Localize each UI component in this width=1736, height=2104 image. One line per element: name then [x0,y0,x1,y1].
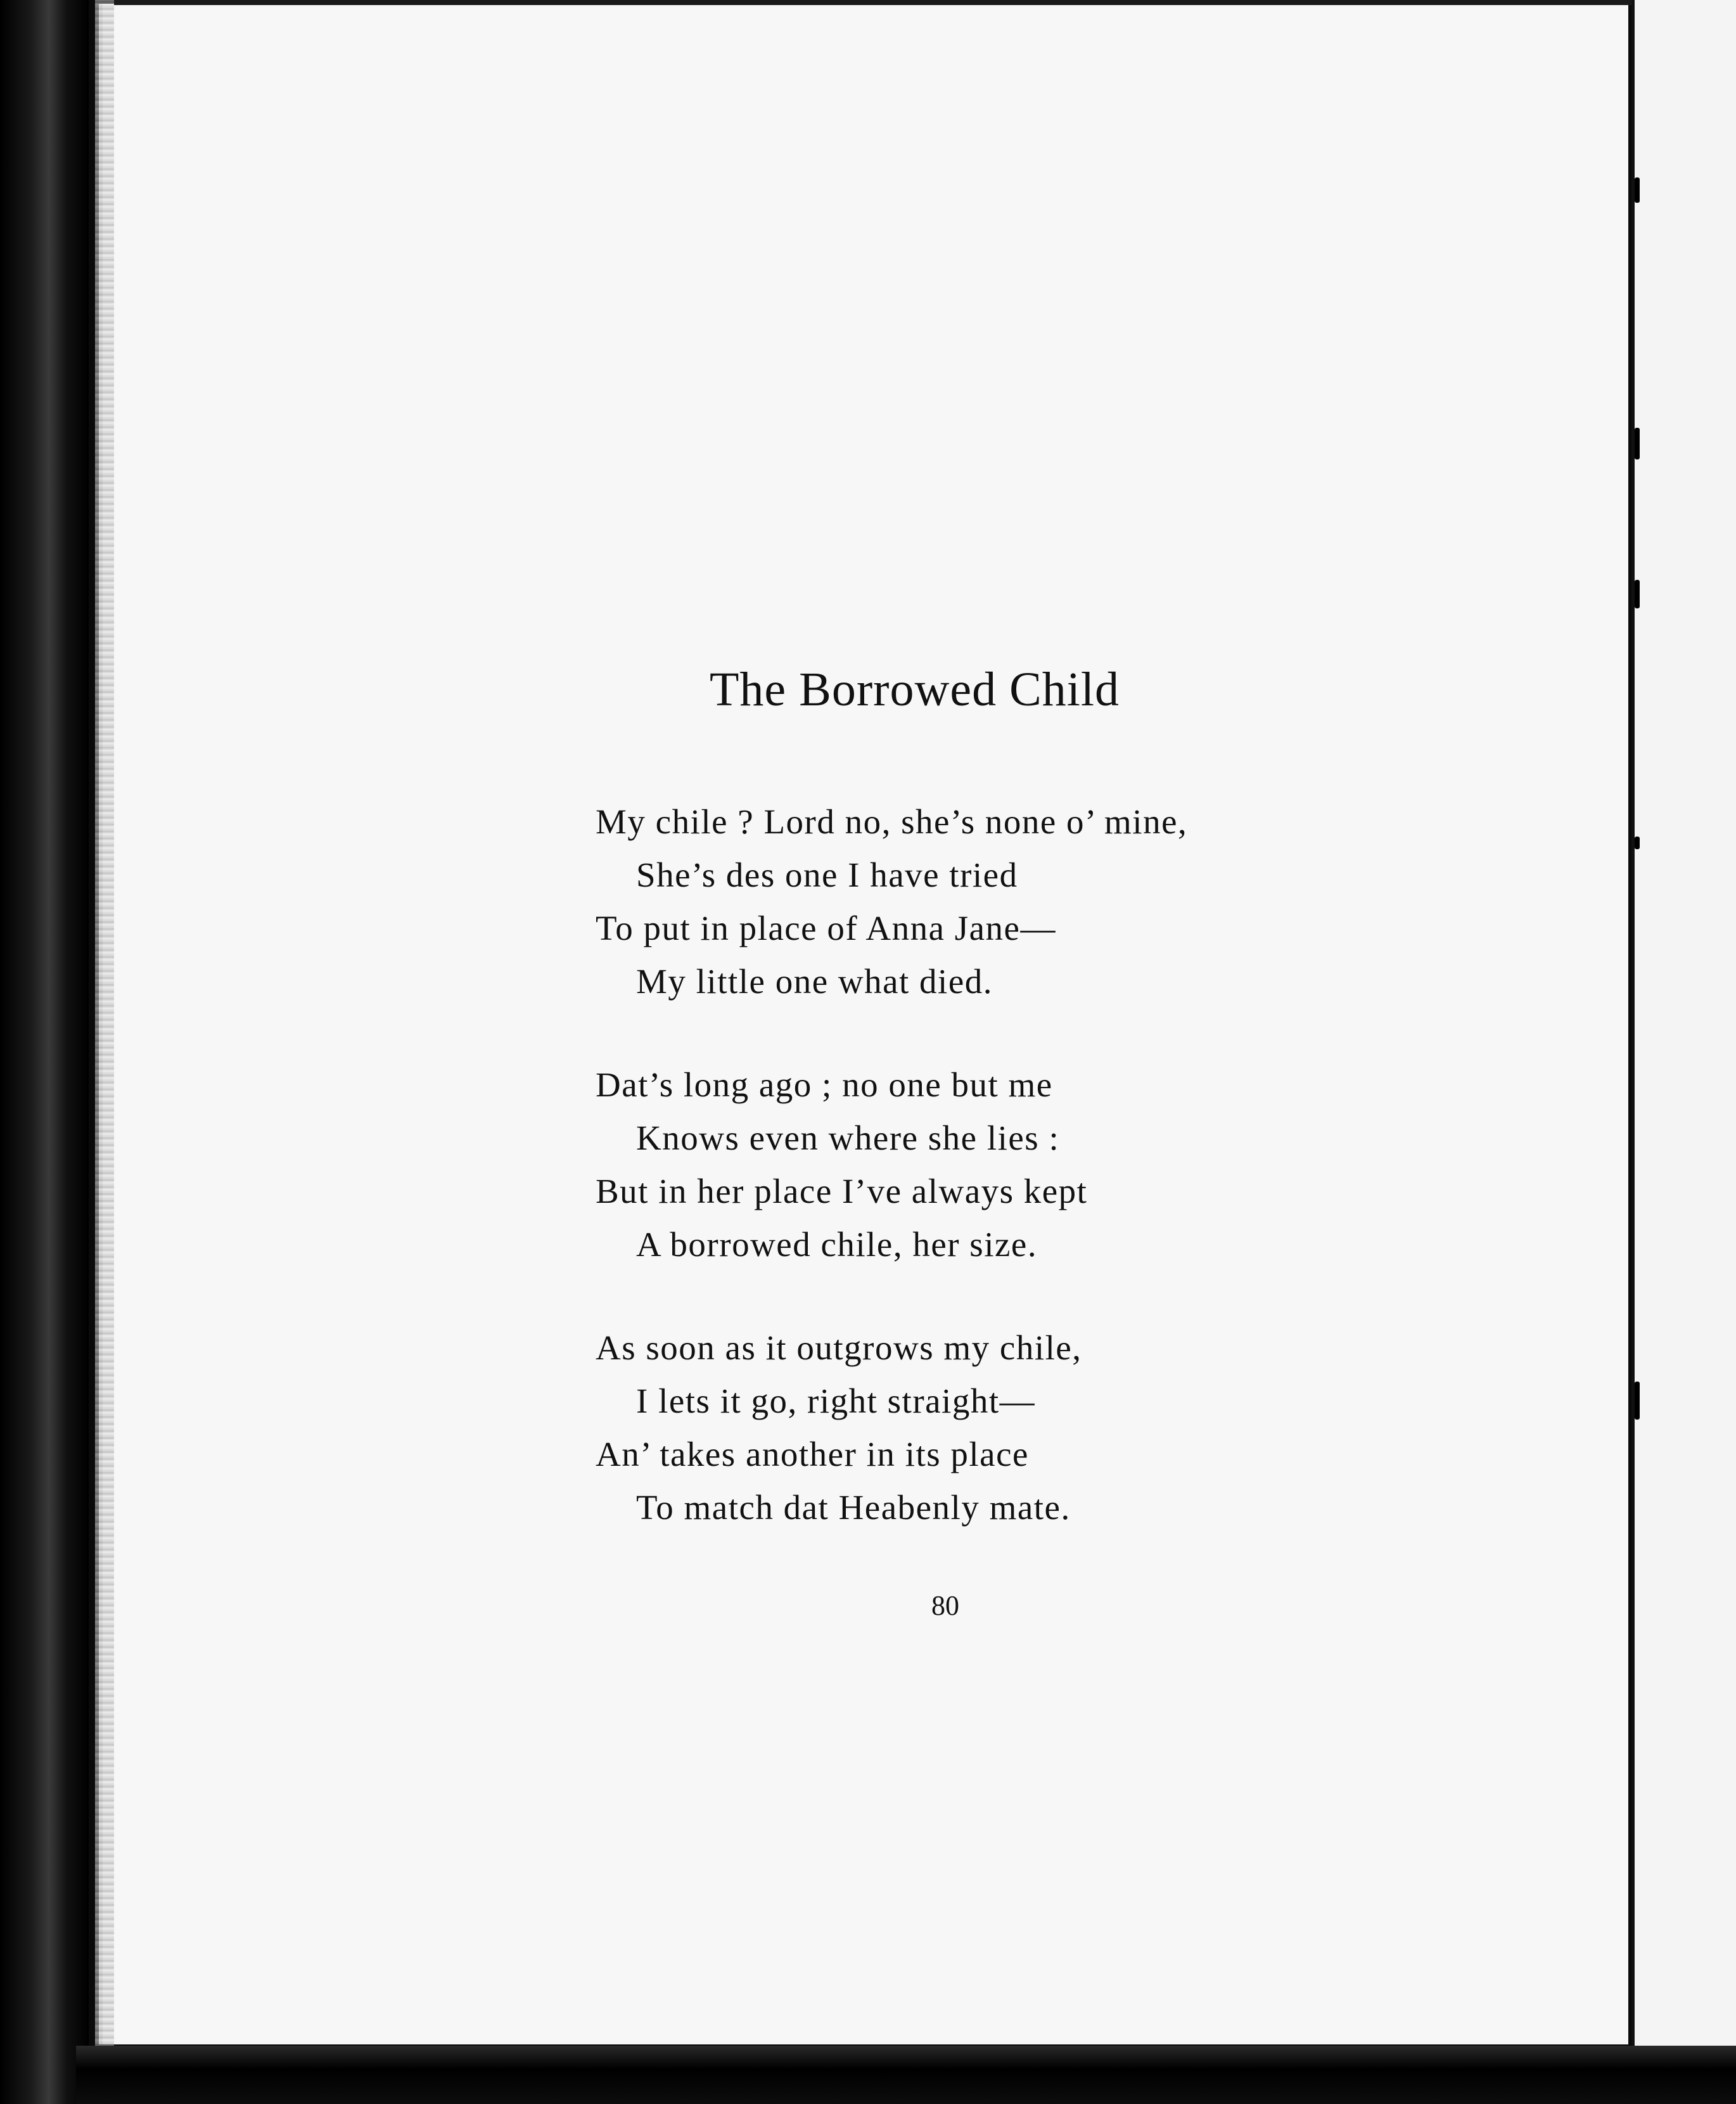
top-page-edge [114,0,1631,5]
poem-line: But in her place I’ve always kept [596,1172,1088,1210]
page-edge-mark [1635,428,1640,459]
poem-title: The Borrowed Child [710,663,1120,716]
poem-body [596,795,1419,1584]
poem-line: Knows even where she lies : [636,1119,1060,1157]
page-edge-mark [1635,837,1640,849]
poem-line: To put in place of Anna Jane— [596,909,1056,947]
book-binding-edge [0,0,89,2104]
poem-line: An’ takes another in its place [596,1435,1029,1473]
poem-line: To match dat Heabenly mate. [636,1488,1071,1527]
stanza [596,1058,1419,1271]
poem-line: My chile ? Lord no, she’s none o’ mine, [596,802,1188,841]
page-edge-mark [1635,580,1640,608]
facing-page-edge [1631,0,1736,2066]
page-edge-mark [1635,1382,1640,1420]
page-number: 80 [931,1590,959,1621]
bottom-scan-edge [76,2046,1736,2104]
poem-line: As soon as it outgrows my chile, [596,1328,1082,1367]
poem-line: My little one what died. [636,962,993,1001]
poem-line: A borrowed chile, her size. [636,1225,1038,1264]
stanza [596,795,1419,1008]
poem-line: I lets it go, right straight— [636,1382,1036,1420]
poem-line: Dat’s long ago ; no one but me [596,1065,1053,1104]
poem-line: She’s des one I have tried [636,856,1018,894]
page-gutter-edge [95,0,114,2053]
stanza [596,1321,1419,1534]
page-edge-mark [1635,177,1640,203]
